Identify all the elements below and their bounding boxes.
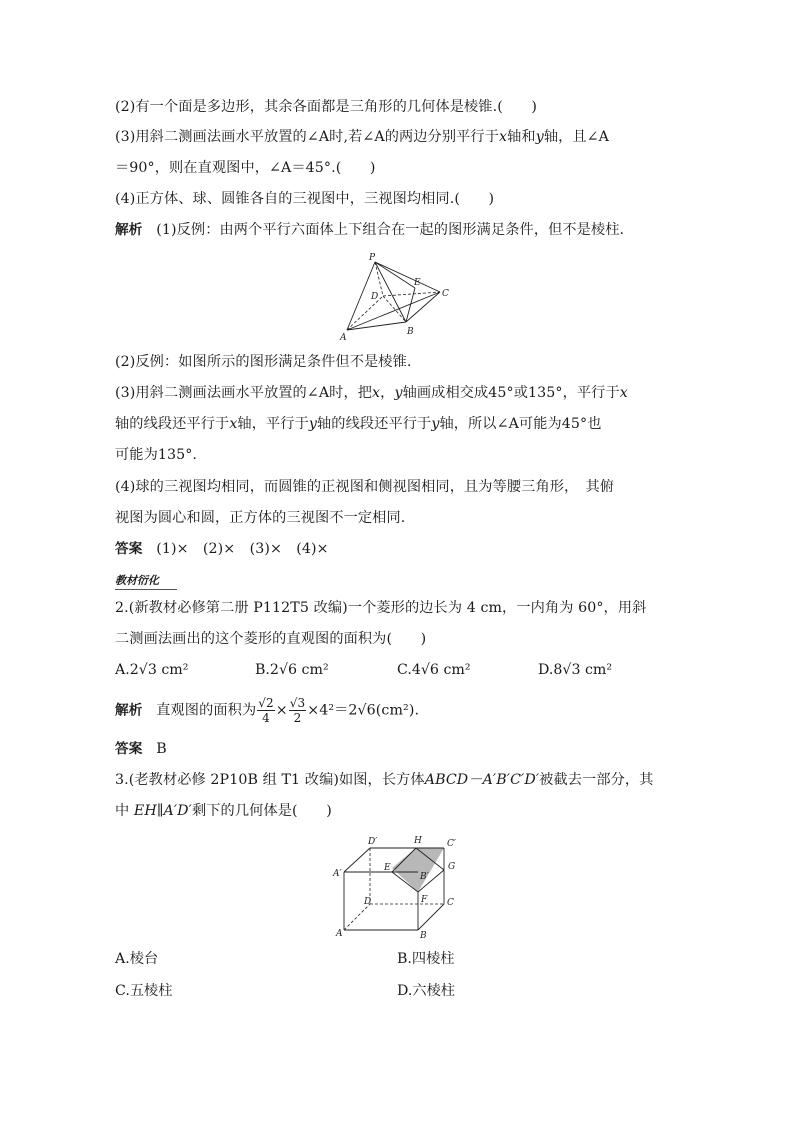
q1-analysis-4-line2: 视图为圆心和圆，正方体的三视图不一定相同. [115,510,406,526]
q2-stem-line2: 二测画法画出的这个菱形的直观图的面积为( ) [115,631,427,647]
q2-option-a[interactable]: A.2√3 cm² [115,662,189,678]
fig2-label-B: B [420,931,427,940]
fig1-label-P: P [369,253,376,263]
q2-option-d[interactable]: D.8√3 cm² [538,662,613,678]
q1-item-4: (4)正方体、球、圆锥各自的三视图中，三视图均相同.( ) [115,191,495,207]
fig2-label-C1: C′ [447,839,456,849]
fraction-sqrt3-over-2: $\frac{√3}{2}$ [289,696,306,725]
q1-analysis-3-line1: (3)用斜二测画法画水平放置的∠A时，把x，y轴画成相交成45°或135°，平行于x [115,385,628,401]
q3-option-b[interactable]: B.四棱柱 [397,951,455,967]
fig2-label-D: D [364,897,372,907]
answer-label: 答案 [115,541,143,557]
q1-item-3-line1: (3)用斜二测画法画水平放置的∠A时,若∠A的两边分别平行于x轴和y轴，且∠A [115,129,610,145]
q1-item-2: (2)有一个面是多边形，其余各面都是三角形的几何体是棱锥.( ) [115,99,538,115]
fig2-label-E: E [384,863,391,873]
q1-analysis-2: (2)反例：如图所示的图形满足条件但不是棱锥. [115,354,412,370]
q2-option-b[interactable]: B.2√6 cm² [255,662,329,678]
fig2-label-F: F [421,895,428,905]
q1-answer: 答案 (1)× (2)× (3)× (4)× [115,541,329,557]
q1-analysis-3-line2: 轴的线段还平行于x轴，平行于y轴的线段还平行于y轴，所以∠A可能为45°也 [115,416,602,432]
q2-stem-line1: 2.(新教材必修第二册 P112T5 改编)一个菱形的边长为 4 cm，一内角为 60°，用斜 [115,600,647,616]
q2-analysis: 解析 直观图的面积为 $\frac{√2}{4}$ × $\frac{√3}{2}$ ×4²＝2√6(cm²). [115,696,420,725]
q3-option-a[interactable]: A.棱台 [115,951,159,967]
q3-stem-line1: 3.(老教材必修 2P10B 组 T1 改编)如图，长方体ABCD－A′B′C′D′被截去一部分，其 [115,772,654,788]
answer-label: 答案 [115,741,143,757]
q3-option-c[interactable]: C.五棱柱 [115,983,173,999]
q1-analysis-4-line1: (4)球的三视图均相同，而圆锥的正视图和侧视图相同，且为等腰三角形， 其俯 [115,479,615,495]
fig2-label-A1: A′ [333,869,342,879]
cuboid-figure [330,832,465,940]
q3-option-d[interactable]: D.六棱柱 [397,983,455,999]
fig2-label-B1: B′ [420,872,429,882]
fig2-label-G: G [448,862,456,872]
q2-option-c[interactable]: C.4√6 cm² [397,662,471,678]
q1-item-3-line2: ＝90°，则在直观图中，∠A＝45°.( ) [115,160,376,176]
q3-stem-line2: 中 EH∥A′D′剩下的几何体是( ) [115,803,332,819]
fig2-label-H: H [414,836,422,846]
fig2-label-D1: D′ [368,837,378,847]
q2-answer: 答案 B [115,741,167,757]
fig1-label-A: A [340,333,347,343]
fig1-label-C: C [442,289,449,299]
fig2-label-C: C [447,898,454,908]
fig1-label-E: E [414,278,421,288]
fig2-label-A: A [336,929,343,939]
fraction-sqrt2-over-4: $\frac{√2}{4}$ [258,696,274,725]
fig1-label-D: D [371,292,379,302]
section-tag: 教材衍化 [115,572,177,590]
fig1-label-B: B [407,327,414,337]
analysis-label: 解析 [115,702,143,719]
pyramid-figure [335,250,465,345]
q1-analysis-1: 解析 (1)反例：由两个平行六面体上下组合在一起的图形满足条件，但不是棱柱. [115,222,625,238]
q1-analysis-3-line3: 可能为135°. [115,447,198,463]
analysis-label: 解析 [115,222,143,238]
